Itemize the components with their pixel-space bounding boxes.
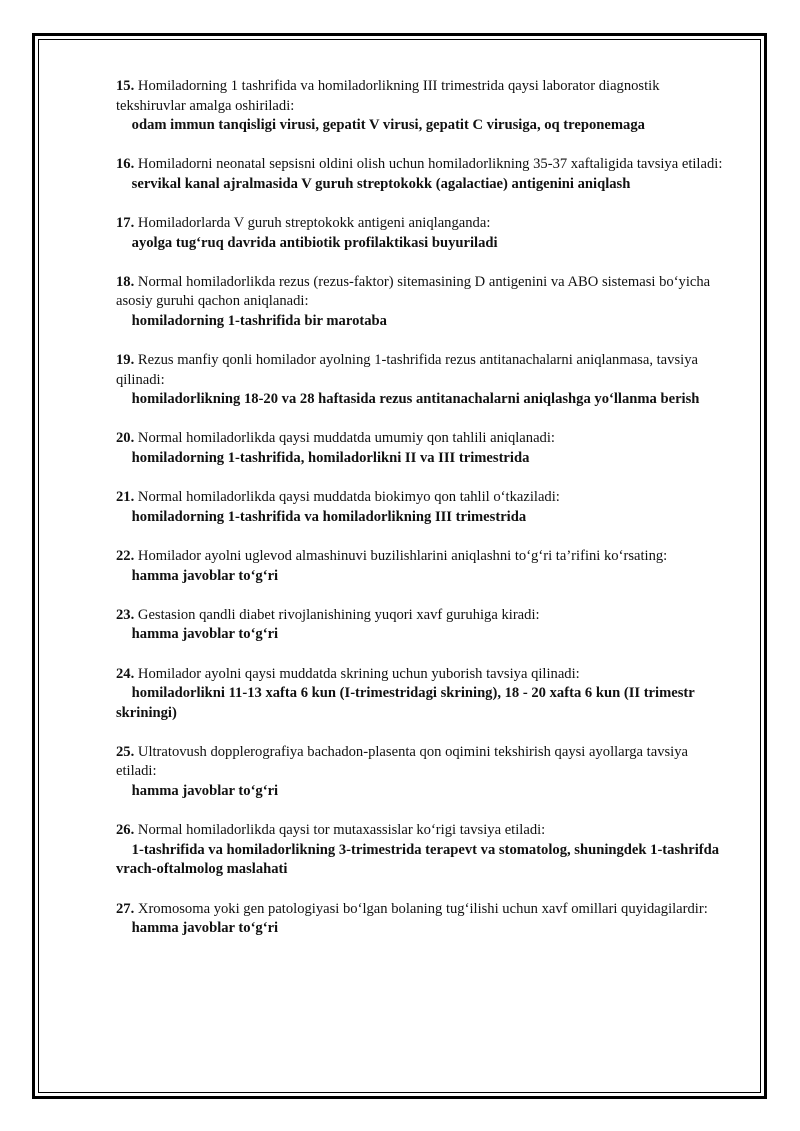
question-body: Normal homiladorlikda qaysi muddatda biokimyo qon tahlil o‘tkaziladi: <box>137 489 560 506</box>
question-body: Gestasion qandli diabet rivojlanishining yuqori xavf guruhiga kiradi: <box>137 606 540 623</box>
question-number: 22. <box>116 548 135 565</box>
question-text <box>116 900 726 920</box>
answer-body: odam immun tanqisligi virusi, gepatit V virusi, gepatit C virusiga, oq treponemaga <box>131 117 645 133</box>
question-body: Normal homiladorlikda rezus (rezus-faktor) sitemasining D antigenini va ABO sistemasi bo‘yicha asosiy guruhi qachon aniqlanadi: <box>116 273 711 310</box>
question-number: 27. <box>116 900 135 917</box>
question-body: Normal homiladorlikda qaysi tor mutaxassislar ko‘rigi tavsiya etiladi: <box>137 822 546 839</box>
answer-body: homiladorning 1-tashrifida, homiladorlikni II va III trimestrida <box>131 449 530 466</box>
answer-body: homiladorning 1-tashrifida va homiladorlikning III trimestrida <box>131 508 527 525</box>
question-item <box>116 743 726 802</box>
answer-body: hamma javoblar to‘g‘ri <box>131 626 279 643</box>
answer-body: servikal kanal ajralmasida V guruh streptokokk (agalactiae) antigenini aniqlash <box>131 175 631 192</box>
question-text <box>116 665 726 685</box>
answer-text <box>116 175 726 195</box>
question-body: Rezus manfiy qonli homilador ayolning 1-tashrifida rezus antitanachalarni aniqlanmasa, tavsiya qilinadi: <box>116 352 698 388</box>
question-body: Xromosoma yoki gen patologiyasi bo‘lgan bolaning tug‘ilishi uchun xavf omillari quyidagilardir: <box>137 900 708 917</box>
question-body: Normal homiladorlikda qaysi muddatda umumiy qon tahlili aniqlanadi: <box>137 430 555 447</box>
question-item <box>116 273 726 332</box>
answer-body: hamma javoblar to‘g‘ri <box>131 782 279 799</box>
question-number: 18. <box>116 273 135 290</box>
answer-text <box>116 782 726 802</box>
question-item <box>116 900 726 939</box>
answer-text <box>116 449 726 469</box>
question-text <box>116 351 726 390</box>
question-item <box>116 547 726 586</box>
question-number: 25. <box>116 743 135 760</box>
answer-body: 1-tashrifida va homiladorlikning 3-trimestrida terapevt va stomatolog, shuningdek 1-tashrifda vrach-oftalmolog maslahati <box>116 841 720 878</box>
answer-body: hamma javoblar to‘g‘ri <box>131 920 279 937</box>
question-text <box>116 429 726 449</box>
answer-text <box>116 312 726 332</box>
question-number: 21. <box>116 489 135 506</box>
answer-body: homiladorlikning 18-20 va 28 haftasida rezus antitanachalarni aniqlashga yo‘llanma berish <box>131 391 700 408</box>
answer-text <box>116 841 726 880</box>
question-item <box>116 155 726 194</box>
question-body: Homilador ayolni qaysi muddatda skrining uchun yuborish tavsiya qilinadi: <box>137 665 580 682</box>
answer-text <box>116 625 726 645</box>
answer-body: ayolga tug‘ruq davrida antibiotik profilaktikasi buyuriladi <box>131 234 498 251</box>
question-body: Homiladorning 1 tashrifida va homiladorlikning III trimestrida qaysi laborator diagnostik tekshiruvlar amalga oshiriladi: <box>116 78 660 114</box>
question-text <box>116 214 726 234</box>
question-number: 19. <box>116 352 135 369</box>
question-body: Homilador ayolni uglevod almashinuvi buzilishlarini aniqlashni to‘g‘ri ta’rifini ko‘rsating: <box>137 548 668 565</box>
question-number: 20. <box>116 430 135 447</box>
question-text <box>116 743 726 782</box>
question-body: Homiladorni neonatal sepsisni oldini olish uchun homiladorlikning 35-37 xaftaligida tavsiya etiladi: <box>137 156 723 173</box>
answer-text <box>116 508 726 528</box>
answer-body: homiladorlikni 11-13 xafta 6 kun (I-trimestridagi skrining), 18 - 20 xafta 6 kun (II trimestr skriningi) <box>116 685 695 721</box>
answer-text <box>116 234 726 254</box>
question-number: 17. <box>116 215 135 232</box>
question-number: 23. <box>116 606 135 623</box>
question-item <box>116 214 726 253</box>
answer-body: hamma javoblar to‘g‘ri <box>131 567 279 584</box>
question-text <box>116 488 726 508</box>
question-text <box>116 821 726 841</box>
answer-text <box>116 567 726 587</box>
question-item <box>116 488 726 527</box>
question-text <box>116 273 726 312</box>
question-item <box>116 351 726 410</box>
question-number: 16. <box>116 156 135 173</box>
question-item <box>116 606 726 645</box>
question-body: Homiladorlarda V guruh streptokokk antigeni aniqlanganda: <box>137 215 491 232</box>
question-body: Ultratovush dopplerografiya bachadon-plasenta qon oqimini tekshirish qaysi ayollarga tavsiya etiladi: <box>116 743 689 780</box>
question-text <box>116 606 726 626</box>
question-item <box>116 429 726 468</box>
question-item <box>116 77 726 136</box>
answer-text <box>116 390 726 410</box>
question-text <box>116 547 726 567</box>
question-number: 24. <box>116 665 135 682</box>
question-list <box>116 77 726 958</box>
question-number: 15. <box>116 78 135 94</box>
answer-body: homiladorning 1-tashrifida bir marotaba <box>131 312 387 329</box>
answer-text <box>116 684 726 723</box>
question-item <box>116 665 726 724</box>
question-item <box>116 821 726 880</box>
question-text <box>116 77 726 116</box>
answer-text <box>116 116 726 136</box>
question-text <box>116 155 726 175</box>
question-number: 26. <box>116 822 135 839</box>
answer-text <box>116 919 726 939</box>
